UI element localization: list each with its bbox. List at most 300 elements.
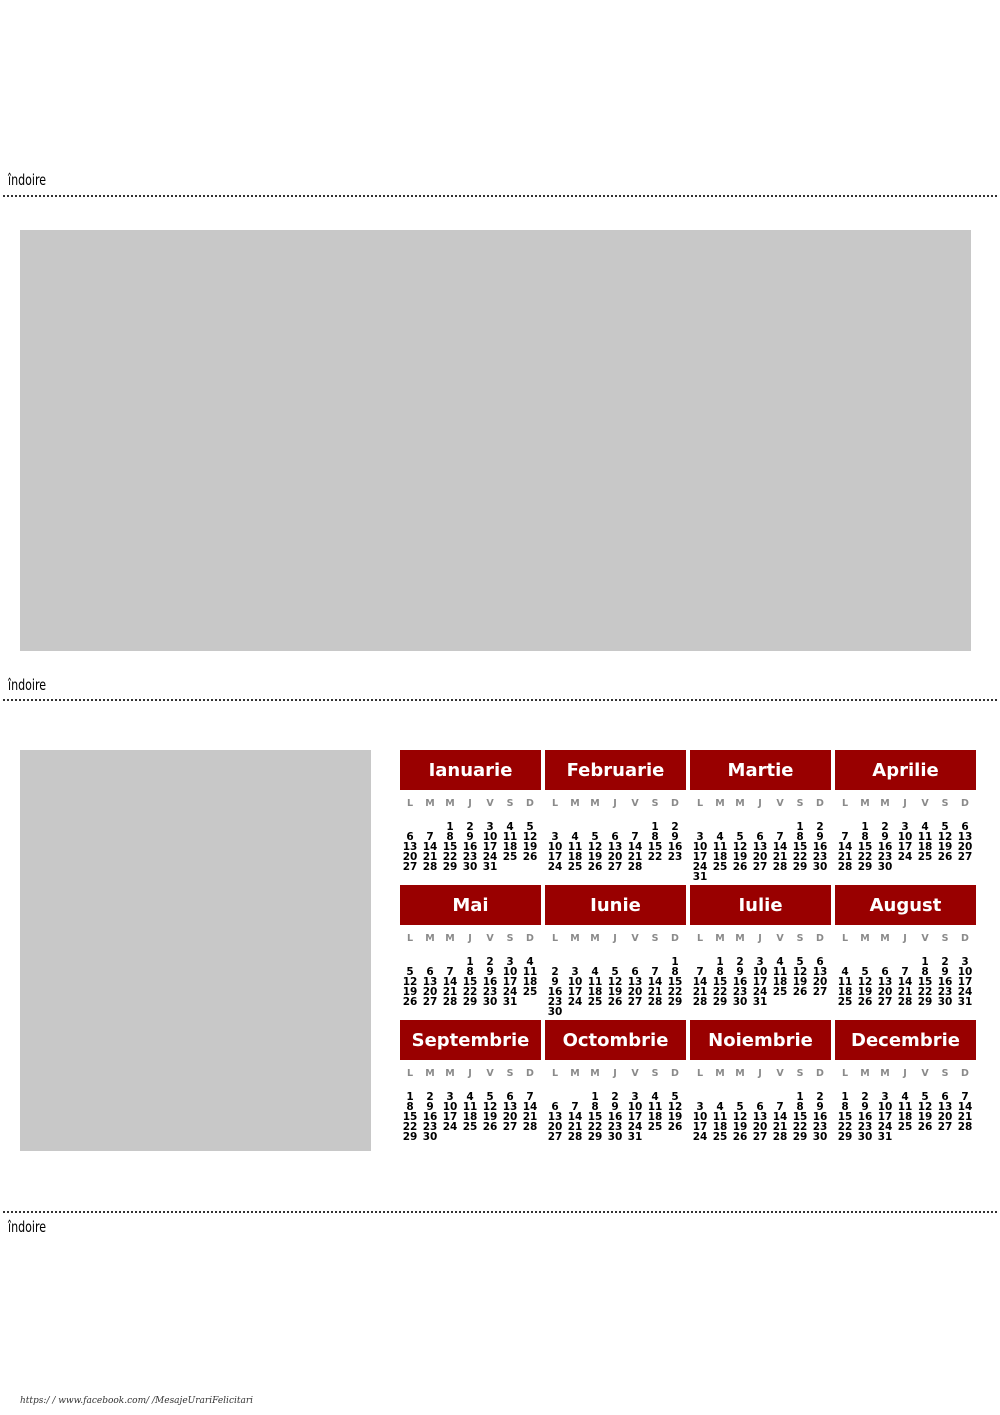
day-cell: 12 bbox=[937, 831, 953, 843]
weekday-label: J bbox=[613, 1068, 617, 1079]
weekday-label: J bbox=[613, 933, 617, 944]
day-cell: 4 bbox=[506, 821, 514, 833]
month-title: Martie bbox=[690, 750, 831, 790]
day-cell: 3 bbox=[631, 1091, 639, 1103]
weekday-label: L bbox=[696, 1068, 704, 1079]
day-cell: 14 bbox=[837, 841, 853, 853]
day-cell: 3 bbox=[506, 956, 514, 968]
month-title: Mai bbox=[400, 885, 541, 925]
day-cell bbox=[895, 862, 915, 872]
day-cell: 3 bbox=[901, 821, 909, 833]
day-cell: 4 bbox=[716, 831, 724, 843]
day-cell: 31 bbox=[752, 996, 768, 1008]
day-cell: 9 bbox=[611, 1101, 619, 1113]
day-cell: 23 bbox=[857, 1121, 873, 1133]
day-cell: 1 bbox=[651, 821, 659, 833]
day-cell bbox=[935, 862, 955, 872]
day-cell: 30 bbox=[422, 1131, 438, 1143]
weekday-label: D bbox=[816, 798, 824, 809]
weekday-label: M bbox=[735, 798, 745, 809]
day-cell: 1 bbox=[446, 821, 454, 833]
day-cell: 20 bbox=[957, 841, 973, 853]
day-cell: 5 bbox=[941, 821, 949, 833]
day-cell: 15 bbox=[792, 1111, 808, 1123]
weekday-header bbox=[400, 933, 541, 945]
day-cell: 28 bbox=[957, 1121, 973, 1133]
day-cell: 23 bbox=[462, 851, 478, 863]
day-cell: 27 bbox=[502, 1121, 518, 1133]
day-cell: 27 bbox=[402, 861, 418, 873]
photo-placeholder-large[interactable] bbox=[20, 230, 971, 651]
day-cell: 10 bbox=[442, 1101, 458, 1113]
weekday-label: V bbox=[486, 1068, 494, 1079]
day-cell: 5 bbox=[611, 966, 619, 978]
day-cell: 18 bbox=[522, 976, 538, 988]
weekday-label: S bbox=[651, 1068, 659, 1079]
day-cell: 14 bbox=[422, 841, 438, 853]
day-cell: 14 bbox=[522, 1101, 538, 1113]
day-cell: 25 bbox=[522, 986, 538, 998]
day-cell: 7 bbox=[901, 966, 909, 978]
weekday-label: D bbox=[526, 933, 534, 944]
day-cell: 31 bbox=[692, 871, 708, 883]
day-cell: 8 bbox=[466, 966, 474, 978]
weekday-label: M bbox=[590, 933, 600, 944]
day-cell: 6 bbox=[756, 1101, 764, 1113]
weekday-label: D bbox=[671, 933, 679, 944]
week-row bbox=[690, 997, 831, 1007]
weekday-label: M bbox=[735, 933, 745, 944]
day-cell: 29 bbox=[667, 996, 683, 1008]
day-cell: 20 bbox=[607, 851, 623, 863]
week-row bbox=[835, 862, 976, 872]
month-title: Aprilie bbox=[835, 750, 976, 790]
day-cell: 7 bbox=[631, 831, 639, 843]
day-cell: 8 bbox=[591, 1101, 599, 1113]
day-cell: 9 bbox=[736, 966, 744, 978]
weekday-label: S bbox=[941, 798, 949, 809]
day-cell: 17 bbox=[692, 1121, 708, 1133]
day-cell: 11 bbox=[837, 976, 853, 988]
day-cell: 20 bbox=[937, 1111, 953, 1123]
month-title: Ianuarie bbox=[400, 750, 541, 790]
weekday-header bbox=[400, 1068, 541, 1080]
day-cell: 20 bbox=[752, 851, 768, 863]
day-cell: 27 bbox=[752, 1131, 768, 1143]
day-cell: 9 bbox=[881, 831, 889, 843]
day-cell: 18 bbox=[567, 851, 583, 863]
day-cell: 29 bbox=[442, 861, 458, 873]
day-cell: 19 bbox=[402, 986, 418, 998]
day-cell: 13 bbox=[422, 976, 438, 988]
day-cell bbox=[665, 862, 685, 872]
month-octombrie bbox=[545, 1020, 686, 1142]
day-cell bbox=[460, 1132, 480, 1142]
weekday-label: M bbox=[425, 1068, 435, 1079]
day-cell: 27 bbox=[752, 861, 768, 873]
weekday-label: D bbox=[816, 933, 824, 944]
day-cell: 4 bbox=[921, 821, 929, 833]
weekday-header bbox=[545, 933, 686, 945]
day-cell: 29 bbox=[792, 861, 808, 873]
day-cell: 29 bbox=[837, 1131, 853, 1143]
day-cell: 27 bbox=[607, 861, 623, 873]
day-cell bbox=[520, 997, 540, 1007]
day-cell: 4 bbox=[716, 1101, 724, 1113]
day-cell: 9 bbox=[426, 1101, 434, 1113]
day-cell: 16 bbox=[422, 1111, 438, 1123]
day-cell: 26 bbox=[482, 1121, 498, 1133]
month-title: August bbox=[835, 885, 976, 925]
day-cell: 20 bbox=[502, 1111, 518, 1123]
day-cell: 24 bbox=[547, 861, 563, 873]
weekday-label: M bbox=[570, 798, 580, 809]
day-cell: 19 bbox=[607, 986, 623, 998]
day-cell: 21 bbox=[647, 986, 663, 998]
month-title: Decembrie bbox=[835, 1020, 976, 1060]
day-cell: 13 bbox=[547, 1111, 563, 1123]
day-cell: 27 bbox=[422, 996, 438, 1008]
weekday-label: L bbox=[406, 933, 414, 944]
day-cell: 1 bbox=[716, 956, 724, 968]
day-cell: 6 bbox=[611, 831, 619, 843]
weekday-label: L bbox=[841, 798, 849, 809]
day-cell: 29 bbox=[587, 1131, 603, 1143]
day-cell: 21 bbox=[772, 1121, 788, 1133]
day-cell: 6 bbox=[816, 956, 824, 968]
weekday-label: M bbox=[860, 933, 870, 944]
day-cell: 24 bbox=[442, 1121, 458, 1133]
day-cell: 18 bbox=[587, 986, 603, 998]
weekday-label: L bbox=[551, 933, 559, 944]
day-cell: 28 bbox=[567, 1131, 583, 1143]
day-cell: 1 bbox=[861, 821, 869, 833]
day-cell bbox=[915, 1132, 935, 1142]
day-cell: 12 bbox=[917, 1101, 933, 1113]
day-cell: 26 bbox=[667, 1121, 683, 1133]
day-cell: 12 bbox=[522, 831, 538, 843]
day-cell: 12 bbox=[667, 1101, 683, 1113]
day-cell bbox=[520, 862, 540, 872]
day-cell: 5 bbox=[736, 831, 744, 843]
day-cell bbox=[770, 997, 790, 1007]
day-cell: 1 bbox=[671, 956, 679, 968]
weekday-label: L bbox=[696, 798, 704, 809]
weekday-label: M bbox=[590, 798, 600, 809]
day-cell bbox=[810, 872, 830, 882]
day-cell: 7 bbox=[571, 1101, 579, 1113]
day-cell: 31 bbox=[482, 861, 498, 873]
month-august bbox=[835, 885, 976, 1007]
day-cell bbox=[750, 872, 770, 882]
weekday-label: V bbox=[921, 933, 929, 944]
day-cell: 10 bbox=[957, 966, 973, 978]
day-cell: 17 bbox=[482, 841, 498, 853]
week-row bbox=[835, 1122, 976, 1132]
day-cell: 15 bbox=[442, 841, 458, 853]
day-cell: 14 bbox=[627, 841, 643, 853]
weekday-label: S bbox=[796, 933, 804, 944]
day-cell: 5 bbox=[736, 1101, 744, 1113]
day-cell: 12 bbox=[732, 841, 748, 853]
day-cell: 1 bbox=[796, 1091, 804, 1103]
day-cell: 21 bbox=[897, 986, 913, 998]
day-cell: 17 bbox=[547, 851, 563, 863]
fold-label-top: îndoire bbox=[8, 171, 47, 189]
day-cell: 2 bbox=[426, 1091, 434, 1103]
day-cell: 30 bbox=[607, 1131, 623, 1143]
day-cell: 10 bbox=[877, 1101, 893, 1113]
day-cell: 29 bbox=[917, 996, 933, 1008]
day-cell: 22 bbox=[647, 851, 663, 863]
month-title: Octombrie bbox=[545, 1020, 686, 1060]
day-cell bbox=[565, 1007, 585, 1017]
day-cell: 22 bbox=[462, 986, 478, 998]
day-cell: 19 bbox=[522, 841, 538, 853]
day-cell: 22 bbox=[857, 851, 873, 863]
weekday-label: M bbox=[880, 933, 890, 944]
day-cell: 23 bbox=[607, 1121, 623, 1133]
day-cell: 12 bbox=[482, 1101, 498, 1113]
day-cell: 15 bbox=[667, 976, 683, 988]
day-cell: 2 bbox=[816, 821, 824, 833]
day-cell: 30 bbox=[547, 1006, 563, 1018]
day-cell: 13 bbox=[752, 1111, 768, 1123]
day-cell: 10 bbox=[547, 841, 563, 853]
weekday-header bbox=[400, 798, 541, 810]
month-septembrie bbox=[400, 1020, 541, 1142]
weekday-label: M bbox=[570, 1068, 580, 1079]
day-cell: 5 bbox=[861, 966, 869, 978]
week-row bbox=[545, 862, 686, 872]
day-cell: 30 bbox=[732, 996, 748, 1008]
fold-label-bottom: îndoire bbox=[8, 1218, 47, 1236]
day-cell: 26 bbox=[917, 1121, 933, 1133]
weekday-label: M bbox=[715, 933, 725, 944]
weekday-label: S bbox=[651, 798, 659, 809]
day-cell: 28 bbox=[897, 996, 913, 1008]
day-cell: 19 bbox=[667, 1111, 683, 1123]
day-cell: 23 bbox=[937, 986, 953, 998]
weekday-label: D bbox=[671, 798, 679, 809]
day-cell: 15 bbox=[837, 1111, 853, 1123]
day-cell: 8 bbox=[796, 831, 804, 843]
day-cell: 16 bbox=[462, 841, 478, 853]
month-title: Septembrie bbox=[400, 1020, 541, 1060]
week-row bbox=[545, 1007, 686, 1017]
day-cell: 12 bbox=[402, 976, 418, 988]
day-cell: 26 bbox=[792, 986, 808, 998]
day-cell: 14 bbox=[567, 1111, 583, 1123]
day-cell: 30 bbox=[482, 996, 498, 1008]
weekday-label: J bbox=[903, 798, 907, 809]
day-cell bbox=[955, 862, 975, 872]
day-cell: 5 bbox=[406, 966, 414, 978]
day-cell: 8 bbox=[446, 831, 454, 843]
weekday-label: M bbox=[880, 1068, 890, 1079]
day-cell: 21 bbox=[442, 986, 458, 998]
day-cell: 11 bbox=[917, 831, 933, 843]
day-cell: 14 bbox=[442, 976, 458, 988]
day-cell: 1 bbox=[406, 1091, 414, 1103]
day-cell: 18 bbox=[917, 841, 933, 853]
day-cell: 25 bbox=[587, 996, 603, 1008]
week-row bbox=[835, 997, 976, 1007]
weekday-header bbox=[835, 798, 976, 810]
day-cell: 21 bbox=[837, 851, 853, 863]
day-cell: 4 bbox=[841, 966, 849, 978]
day-cell: 15 bbox=[647, 841, 663, 853]
day-cell: 24 bbox=[692, 1131, 708, 1143]
day-cell: 21 bbox=[422, 851, 438, 863]
day-cell: 7 bbox=[841, 831, 849, 843]
day-cell: 26 bbox=[607, 996, 623, 1008]
day-cell: 1 bbox=[796, 821, 804, 833]
day-cell bbox=[810, 997, 830, 1007]
month-noiembrie bbox=[690, 1020, 831, 1142]
day-cell: 27 bbox=[627, 996, 643, 1008]
day-cell: 18 bbox=[647, 1111, 663, 1123]
day-cell bbox=[480, 1132, 500, 1142]
day-cell: 17 bbox=[897, 841, 913, 853]
day-cell: 9 bbox=[486, 966, 494, 978]
day-cell: 22 bbox=[792, 851, 808, 863]
weekday-label: L bbox=[696, 933, 704, 944]
day-cell: 22 bbox=[667, 986, 683, 998]
day-cell: 2 bbox=[486, 956, 494, 968]
day-cell: 15 bbox=[857, 841, 873, 853]
weekday-label: J bbox=[903, 933, 907, 944]
day-cell: 14 bbox=[897, 976, 913, 988]
day-cell: 11 bbox=[522, 966, 538, 978]
day-cell: 13 bbox=[752, 841, 768, 853]
day-cell: 6 bbox=[756, 831, 764, 843]
day-cell bbox=[790, 997, 810, 1007]
day-cell: 4 bbox=[466, 1091, 474, 1103]
day-cell: 29 bbox=[857, 861, 873, 873]
day-cell bbox=[730, 872, 750, 882]
month-aprilie bbox=[835, 750, 976, 872]
day-cell: 19 bbox=[937, 841, 953, 853]
day-cell: 21 bbox=[522, 1111, 538, 1123]
day-cell: 28 bbox=[522, 1121, 538, 1133]
day-cell: 6 bbox=[631, 966, 639, 978]
day-cell: 8 bbox=[716, 966, 724, 978]
day-cell: 13 bbox=[402, 841, 418, 853]
weekday-label: M bbox=[880, 798, 890, 809]
day-cell: 26 bbox=[402, 996, 418, 1008]
day-cell: 13 bbox=[502, 1101, 518, 1113]
day-cell: 30 bbox=[937, 996, 953, 1008]
day-cell: 28 bbox=[772, 1131, 788, 1143]
weekday-label: M bbox=[735, 1068, 745, 1079]
day-cell: 23 bbox=[812, 1121, 828, 1133]
day-cell: 3 bbox=[571, 966, 579, 978]
day-cell: 9 bbox=[941, 966, 949, 978]
day-cell: 10 bbox=[567, 976, 583, 988]
weekday-label: D bbox=[961, 933, 969, 944]
day-cell: 27 bbox=[547, 1131, 563, 1143]
day-cell: 23 bbox=[667, 851, 683, 863]
day-cell: 25 bbox=[647, 1121, 663, 1133]
day-cell: 25 bbox=[837, 996, 853, 1008]
day-cell: 26 bbox=[522, 851, 538, 863]
day-cell: 13 bbox=[877, 976, 893, 988]
day-cell bbox=[605, 1007, 625, 1017]
day-cell: 13 bbox=[607, 841, 623, 853]
day-cell: 31 bbox=[877, 1131, 893, 1143]
day-cell: 7 bbox=[526, 1091, 534, 1103]
weekday-label: M bbox=[425, 933, 435, 944]
photo-placeholder-small[interactable] bbox=[20, 750, 371, 1151]
week-row bbox=[400, 1132, 541, 1142]
day-cell: 17 bbox=[877, 1111, 893, 1123]
week-row bbox=[690, 862, 831, 872]
day-cell: 28 bbox=[692, 996, 708, 1008]
day-cell: 7 bbox=[651, 966, 659, 978]
weekday-label: S bbox=[506, 1068, 514, 1079]
day-cell: 15 bbox=[462, 976, 478, 988]
day-cell: 29 bbox=[462, 996, 478, 1008]
day-cell: 27 bbox=[957, 851, 973, 863]
day-cell: 16 bbox=[857, 1111, 873, 1123]
month-iulie bbox=[690, 885, 831, 1007]
weekday-label: M bbox=[570, 933, 580, 944]
day-cell: 27 bbox=[877, 996, 893, 1008]
day-cell: 8 bbox=[651, 831, 659, 843]
day-cell: 15 bbox=[712, 976, 728, 988]
weekday-label: M bbox=[715, 1068, 725, 1079]
day-cell: 2 bbox=[941, 956, 949, 968]
day-cell: 7 bbox=[776, 1101, 784, 1113]
day-cell: 4 bbox=[901, 1091, 909, 1103]
day-cell: 2 bbox=[881, 821, 889, 833]
day-cell: 17 bbox=[442, 1111, 458, 1123]
day-cell: 28 bbox=[422, 861, 438, 873]
day-cell: 16 bbox=[877, 841, 893, 853]
day-cell bbox=[935, 1132, 955, 1142]
day-cell: 29 bbox=[712, 996, 728, 1008]
day-cell: 13 bbox=[937, 1101, 953, 1113]
weekday-label: M bbox=[715, 798, 725, 809]
fold-label-middle: îndoire bbox=[8, 676, 47, 694]
day-cell: 23 bbox=[482, 986, 498, 998]
week-row bbox=[690, 1132, 831, 1142]
day-cell: 7 bbox=[776, 831, 784, 843]
day-cell: 19 bbox=[917, 1111, 933, 1123]
day-cell: 6 bbox=[941, 1091, 949, 1103]
month-mai bbox=[400, 885, 541, 1007]
day-cell: 10 bbox=[692, 841, 708, 853]
day-cell: 14 bbox=[692, 976, 708, 988]
day-cell: 21 bbox=[627, 851, 643, 863]
weekday-label: S bbox=[941, 1068, 949, 1079]
weekday-label: V bbox=[776, 933, 784, 944]
weekday-label: J bbox=[468, 798, 472, 809]
day-cell: 6 bbox=[881, 966, 889, 978]
day-cell: 17 bbox=[567, 986, 583, 998]
week-row bbox=[400, 862, 541, 872]
day-cell: 25 bbox=[712, 861, 728, 873]
day-cell: 4 bbox=[776, 956, 784, 968]
day-cell: 23 bbox=[732, 986, 748, 998]
day-cell: 11 bbox=[502, 831, 518, 843]
weekday-label: D bbox=[671, 1068, 679, 1079]
day-cell: 6 bbox=[506, 1091, 514, 1103]
day-cell: 12 bbox=[587, 841, 603, 853]
day-cell: 6 bbox=[551, 1101, 559, 1113]
day-cell: 16 bbox=[937, 976, 953, 988]
